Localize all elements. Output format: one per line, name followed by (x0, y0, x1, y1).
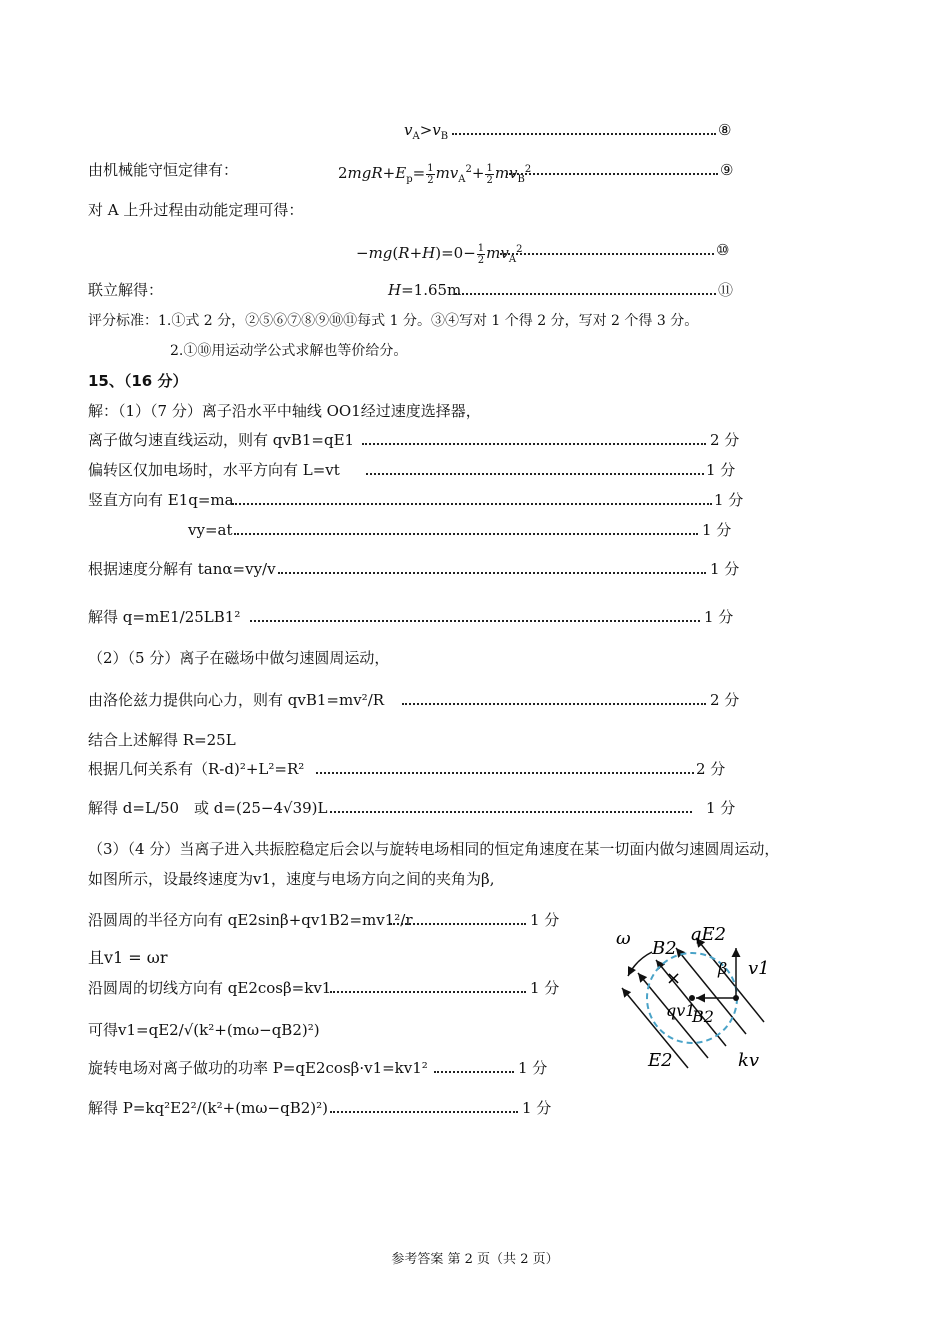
p3-line-6: 解得 P=kq²E2²/(k²+(mω−qB2)²) (88, 1099, 328, 1117)
score: 1 分 (704, 608, 734, 626)
score: 1 分 (530, 979, 560, 997)
dot-leader (330, 1111, 518, 1113)
label-energy-conservation: 由机械能守恒定律有： (88, 161, 239, 179)
p3-line-2: 且v1 = ωr (88, 948, 168, 967)
e2-label: E2 (648, 1050, 673, 1071)
dot-leader (390, 923, 526, 925)
x-mark: × (666, 968, 682, 989)
p1-intro: 解：（1）（7 分）离子沿水平中轴线 OO1经过速度选择器， (88, 402, 481, 420)
dot-leader (316, 772, 694, 774)
p2-line-4: 解得 d=L/50 或 d=(25−4√39)L (88, 799, 328, 817)
eq-line-10: −mg(R+H)=0− $\frac{1}{2}$ $mv_A^2$ (356, 242, 523, 266)
p3-line-1: 沿圆周的半径方向有 qE2sinβ+qv1B2=mv1²/r (88, 911, 413, 929)
p3-line-4: 可得v1=qE2/√(k²+(mω−qB2)²) (88, 1021, 320, 1039)
scoring-standard-2: 2.①⑩用运动学公式求解也等价给分。 (170, 343, 408, 359)
dot-leader (250, 620, 700, 622)
beta-label: β (718, 959, 728, 978)
resonance-cavity-diagram (608, 918, 788, 1088)
question-heading: 15、（16 分） (88, 372, 188, 390)
label-kinetic-energy: 对 A 上升过程由动能定理可得： (88, 201, 304, 219)
omega-arc (628, 952, 652, 976)
p1-line-2: 偏转区仅加电场时，水平方向有 L=vt (88, 461, 340, 479)
dot-leader (234, 533, 698, 535)
score: 2 分 (696, 760, 726, 778)
qv1-label: qv1 (666, 1001, 696, 1020)
score: 1 分 (518, 1059, 548, 1077)
score: 1 分 (714, 491, 744, 509)
equation-number-8: ⑧ (718, 121, 732, 139)
dot-leader (402, 703, 706, 705)
p1-line-6: 解得 q=mE1/25LB1² (88, 608, 241, 626)
dot-leader (330, 991, 526, 993)
eq-line-9: $2mgR+E_p=$ $\frac{1}{2}$ $mv_A^2+$ $\frac{1}{2}$ $mv_B^2$ (338, 162, 532, 186)
dot-leader (434, 1071, 514, 1073)
p1-line-3: 竖直方向有 E1q=ma (88, 491, 234, 509)
dot-leader (452, 133, 716, 135)
dot-leader (330, 811, 692, 813)
score: 1 分 (702, 521, 732, 539)
dot-leader (455, 293, 716, 295)
eq-line-8: $v_A>v_B$ (404, 121, 449, 142)
equation-number-11: ⑪ (718, 281, 734, 299)
p1-line-5: 根据速度分解有 tanα=vy/v (88, 560, 276, 578)
omega-label: ω (616, 928, 631, 949)
dot-leader (232, 503, 712, 505)
qe2-label: qE2 (690, 924, 727, 945)
score: 1 分 (522, 1099, 552, 1117)
scoring-standard-1: 评分标准：1.①式 2 分，②⑤⑥⑦⑧⑨⑩⑪每式 1 分。③④写对 1 个得 2 分，写对 2 个得 3 分。 (88, 313, 699, 329)
score: 1 分 (706, 461, 736, 479)
p3-line-5: 旋转电场对离子做功的功率 P=qE2cosβ·v1=kv1² (88, 1059, 428, 1077)
b2-top-label: B2 (652, 938, 677, 959)
score: 1 分 (530, 911, 560, 929)
p3-line-3: 沿圆周的切线方向有 qE2cosβ=kv1 (88, 979, 332, 997)
ion-point (733, 995, 739, 1001)
score: 1 分 (710, 560, 740, 578)
p3-intro-2: 如图所示，设最终速度为v1，速度与电场方向之间的夹角为β, (88, 870, 495, 888)
p2-line-3: 根据几何关系有（R-d)²+L²=R² (88, 760, 305, 778)
p2-intro: （2）（5 分）离子在磁场中做匀速圆周运动， (88, 649, 390, 667)
kv-label: kv (738, 1050, 760, 1071)
equation-number-9: ⑨ (720, 161, 734, 179)
b2-bottom-label: B2 (692, 1007, 714, 1026)
score: 2 分 (710, 691, 740, 709)
dot-leader (278, 572, 706, 574)
label-solve: 联立解得： (88, 281, 164, 299)
p2-line-2: 结合上述解得 R=25L (88, 731, 236, 749)
equation-number-10: ⑩ (716, 241, 730, 259)
page-footer: 参考答案 第 2 页（共 2 页） (391, 1252, 559, 1267)
p2-line-1: 由洛伦兹力提供向心力，则有 qvB1=mv²/R (88, 691, 385, 709)
dot-leader (366, 473, 704, 475)
p1-line-1: 离子做匀速直线运动，则有 qvB1=qE1 (88, 431, 355, 449)
v1-label: v1 (748, 958, 770, 979)
eq-line-11: H=1.65m (388, 281, 462, 299)
p3-intro-1: （3）（4 分）当离子进入共振腔稳定后会以与旋转电场相同的恒定角速度在某一切面内做匀速圆周运动， (88, 840, 780, 858)
dot-leader (500, 253, 714, 255)
p1-line-4: vy=at (188, 521, 233, 539)
dot-leader (506, 173, 718, 175)
dot-leader (362, 443, 706, 445)
score: 2 分 (710, 431, 740, 449)
score: 1 分 (706, 799, 736, 817)
